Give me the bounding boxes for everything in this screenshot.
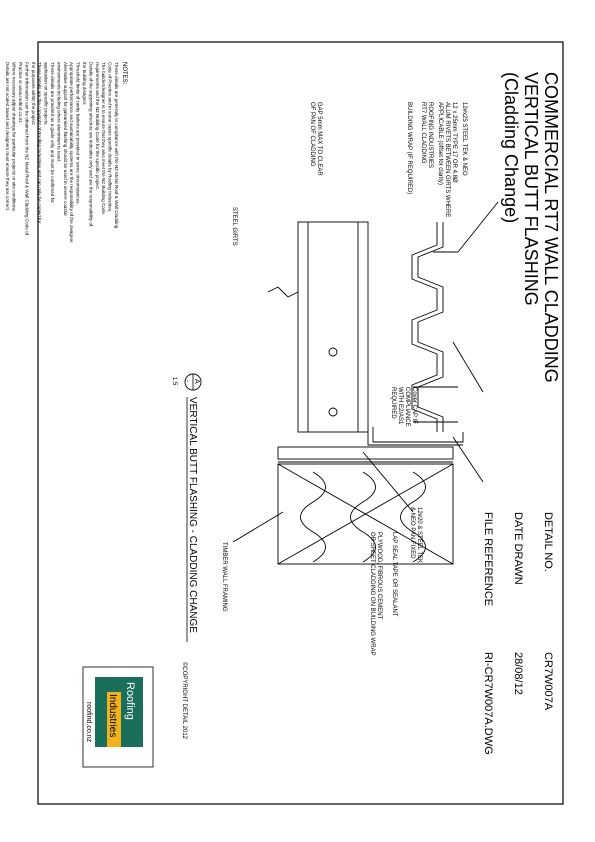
marker-sheet: -: [184, 380, 190, 382]
detail-no-value: CR7W007A: [542, 652, 554, 711]
note-line: Where necessary adjust drawings for particular projects or site conditions.: [11, 62, 17, 213]
note-line: These details are the copyright of Roofing Industries and can only be copied for: [37, 62, 43, 224]
drawing-title-text: VERTICAL BUTT FLASHING - CLADDING CHANGE: [187, 397, 198, 633]
note-line: Practice or www.roofind.co.nz: [18, 62, 23, 123]
file-reference-label: FILE REFERENCE: [482, 512, 494, 607]
note-line: These details are generally in compliance with the NZ Metal Roof & Wall Cladding: [114, 62, 119, 229]
notes-heading: NOTES:: [121, 62, 127, 85]
callout-rivets-2: ALUM RIVETS BETWEEN GIRTS WHERE: [444, 102, 450, 218]
callout-rivets-1: 12 x 25mm TYPE 17 OR 4.8Ø: [451, 102, 457, 183]
note-line: the purposes within the project.: [30, 62, 36, 126]
callout-cover-4: REQUIRED: [390, 387, 396, 419]
callout-gap-2: OF PAN OF CLADDING: [309, 102, 315, 167]
callout-cover-3: WITH E2/AS1: [397, 387, 403, 425]
note-line: Threshold limits of cavity battens are provided in some circumstances.: [75, 62, 81, 205]
note-line: the building designer.: [82, 62, 87, 106]
note-line: These details are provided as a guide only and must be confirmed for: [50, 62, 55, 203]
callout-plywood-1: PLYWOOD, FIBROUS CEMENT: [376, 532, 382, 620]
logo-word-2: Industries: [107, 694, 118, 738]
drawing-scale: 1:5: [171, 377, 177, 386]
note-line: Appropriate performance and sustainability systems are the responsibility of the designer.: [69, 62, 75, 244]
copyright: ©COPYRIGHT DETAIL 2012: [181, 662, 187, 740]
logo-word-1: Roofing: [124, 682, 136, 720]
callout-rivets-3: APPLICABLE (offset for clarity): [437, 102, 443, 185]
file-reference-value: RI-CR7W007A.DWG: [482, 652, 494, 755]
callout-lap: LAP SEAL TAPE OR SEALANT: [391, 532, 397, 617]
date-drawn-label: DATE DRAWN: [512, 512, 524, 585]
callout-plywood-2: OR SHEET CLADDING ON BUILDING WRAP: [369, 532, 375, 656]
note-line: Details are not scaled based and designers must ensure they are correct.: [5, 62, 11, 212]
callout-girt: STEEL GIRTS: [231, 207, 237, 246]
callout-cover-2: COMPLIANCE: [404, 387, 410, 427]
note-line: Code of Practice and in some cases specific details by Roofing Industries.: [107, 62, 113, 213]
callout-fix-right: 12#20 & STEEL TEK: [416, 507, 422, 564]
callout-gap-1: GAP 5mm MAX TO CLEAR: [316, 102, 322, 176]
date-drawn-value: 28/08/12: [512, 652, 524, 695]
marker-letter: A: [193, 379, 200, 384]
callout-rivets-4: ROOFING INDUSTRIES: [427, 102, 433, 169]
note-line: environments including where aluminium is used.: [56, 62, 62, 163]
company-logo: [83, 667, 153, 767]
callout-timber: TIMBER WALL FRAMING: [221, 542, 227, 612]
callout-cover-1: Cover CAP IF: [411, 387, 417, 424]
callout-fix-right-2: & NEO PAN FIXED: [409, 507, 415, 559]
note-line: Alternative support for galvanised flashing should be used in severe coastal: [62, 62, 68, 216]
note-line: requirements and the NZ Building Code for the specific project.: [94, 62, 100, 190]
note-line: The builder/designer is to ensure that they also meet the NZ Building Code: [101, 62, 107, 214]
note-line: Further information can be obtained from the NZ Metal Roof & Wall Cladding Code of: [24, 62, 30, 235]
callout-fix-top: 12#x25 STEEL TEK & NEO: [461, 102, 467, 176]
title-line-3: (Cladding Change): [501, 72, 521, 224]
title-line-1: COMMERCIAL RT7 WALL CLADDING: [541, 72, 561, 383]
logo-url: roofind.co.nz: [85, 702, 92, 743]
note-line: Details of the supporting structure are indicative only and are the responsibility of: [88, 62, 94, 227]
title-line-2: VERTICAL BUTT FLASHING: [521, 72, 541, 306]
callout-rivets-5: RT7 WALL CLADDING: [420, 102, 426, 164]
note-line: application on specific projects.: [43, 62, 49, 126]
callout-wrap: BUILDING WRAP (IF REQUIRED): [406, 102, 412, 195]
detail-no-label: DETAIL NO.: [542, 512, 554, 572]
